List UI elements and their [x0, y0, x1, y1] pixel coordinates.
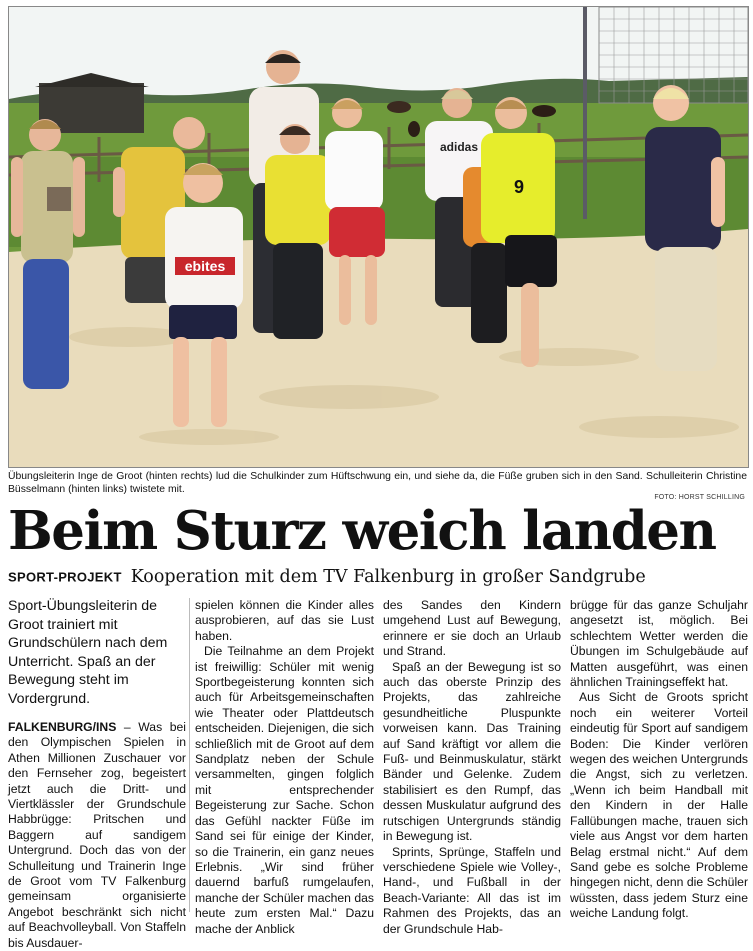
article-column-1	[8, 720, 186, 951]
paragraph: Sprints, Sprünge, Staffeln und verschiedene Spiele wie Volley-, Hand-, und Fußball in der Beach-Variante: All das ist im Rahmen des Projekts, das an der Grundschule Hab-	[383, 844, 561, 936]
photo-credit: FOTO: HORST SCHILLING	[654, 494, 745, 501]
article-column-2	[195, 598, 374, 937]
shirt-sponsor-text: ebites	[184, 258, 226, 274]
kicker: SPORT-PROJEKT	[8, 569, 122, 585]
paragraph: Aus Sicht de Groots spricht noch ein weiterer Vorteil eindeutig für Sport auf sandigem Boden: Die Kinder verlören wegen des weichen Untergrunds die Angst, sich zu verletzen. „Wenn ich beim Handball mit den Kindern in der Halle Fallübungen mache, trauen sich viele aus Angst vor dem harten Belag erstmal nicht.“ Auf dem Sand gebe es solche Probleme hingegen nicht, denn die Schüler wüssten, dass jedem Sturz eine weiche Landung folgt.	[570, 690, 748, 921]
paragraph: brügge für das ganze Schuljahr angesetzt ist, möglich. Bei schlechtem Wetter werden die Übungen im Schulgebäude auf Matten ausgeführt, was einen ähnlichen Trainingseffekt hat.	[570, 598, 748, 690]
paragraph: Die Teilnahme an dem Projekt ist freiwillig: Schüler mit wenig Sportbegeisterung konnten sich auch für Arbeitsgemeinschaften wie Theater oder Plattdeutsch entscheiden. Diejenigen, die sich schließlich mit de Groot auf dem Sandplatz neben der Schule versammelten, gingen folglich mit entsprechender Begeisterung zur Sache. Schon das Gefühl nackter Füße im Sand sei für einige der Kinder, so die Trainerin, ein ganz neues Erlebnis. „Wir sind früher dauernd barfuß rumgelaufen, manche der Schüler machen das heute zum ersten Mal.“ Dazu mache der Anblick	[195, 644, 374, 936]
photo-caption: Übungsleiterin Inge de Groot (hinten rechts) lud die Schulkinder zum Hüftschwung ein, und siehe da, die Füße gruben sich in den Sand. Schulleiterin Christine Büsselmann (hinten links) twistete mit.	[8, 471, 747, 495]
paragraph: spielen können die Kinder alles ausprobieren, auf das sie Lust haben.	[195, 598, 374, 643]
photo-illustration	[9, 7, 748, 467]
article-column-3	[383, 598, 561, 937]
dateline: FALKENBURG/INS	[8, 720, 117, 734]
paragraph: Spaß an der Bewegung ist so auch das oberste Prinzip des Projekts, das zahlreiche gesundheitliche Pluspunkte vorweisen kann. Das Training auf Sand kräftigt vor allem die Fuß- und Beinmuskulatur, stärkt Bänder und Gelenke. Zudem stabilisiert es den Rumpf, das dessen Muskulatur aufgrund des rutschigen Untergrunds ständig in Bewegung ist.	[383, 659, 561, 844]
jersey-number: 9	[513, 177, 525, 197]
headline: Beim Sturz weich landen	[8, 500, 716, 562]
subtitle: Kooperation mit dem TV Falkenburg in großer Sandgrube	[130, 567, 646, 587]
paragraph	[8, 720, 186, 951]
paragraph-text: – Was bei den Olympischen Spielen in Athen Millionen Zuschauer vor den Fernseher zog, begeistert jetzt auch die Dritt- und Viertklässler der Grundschule Habbrügge: Pritschen und Baggern auf sandigem Untergrund. Doch das von der Schulleitung und Trainerin Inge de Groot vom TV Falkenburg gemeinsam organisierte Angebot beschränkt sich nicht auf Beachvolleyball. Von Staffeln bis Ausdauer-	[8, 720, 186, 950]
shirt-brand-text: adidas	[439, 140, 479, 154]
subheadline	[8, 567, 747, 587]
article-photo	[8, 6, 749, 468]
column-divider	[189, 598, 190, 912]
lead-paragraph: Sport-Übungsleiterin de Groot trainiert mit Grundschülern nach dem Unterricht. Spaß an der Bewegung steht im Vordergrund.	[8, 598, 168, 707]
paragraph: des Sandes den Kindern umgehend Lust auf Bewegung, erinnere er sie doch an Urlaub und Strand.	[383, 598, 561, 659]
article-column-4	[570, 598, 748, 922]
